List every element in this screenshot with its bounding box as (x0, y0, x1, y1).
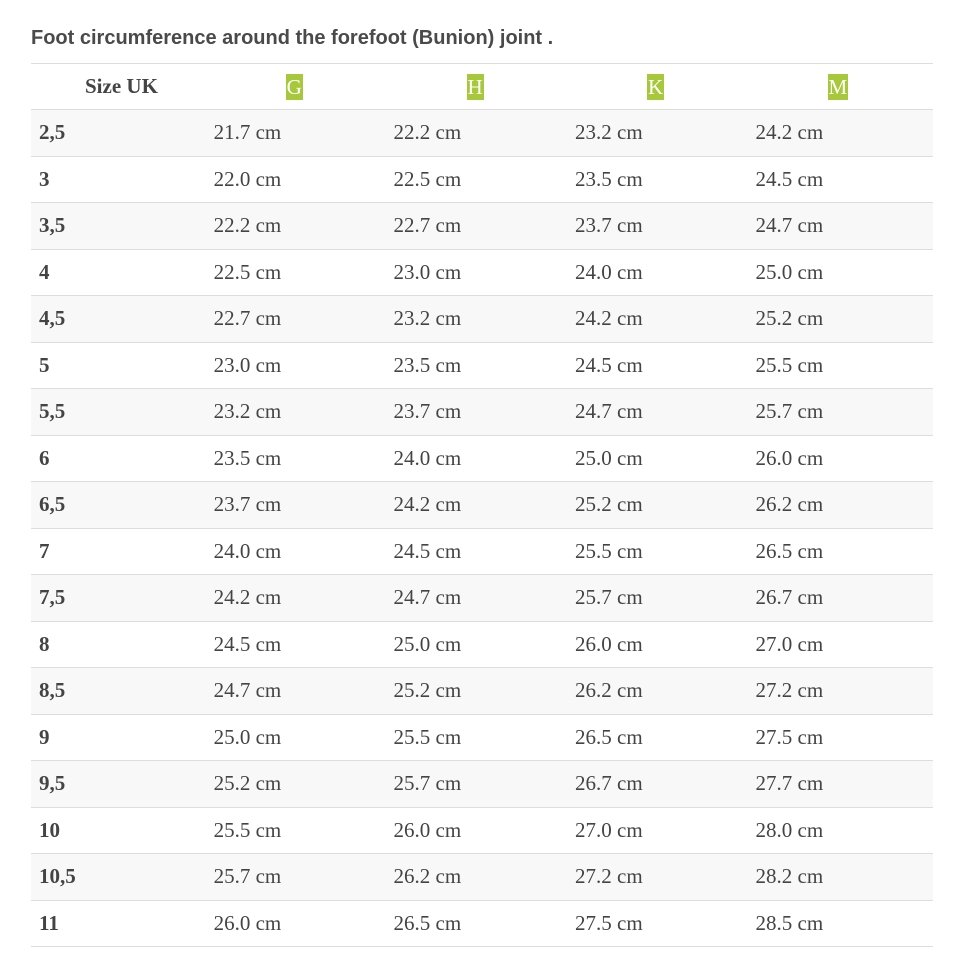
circumference-h-cell: 25.7 cm (394, 761, 575, 808)
circumference-k-cell: 25.5 cm (575, 528, 755, 575)
size-cell: 5,5 (31, 389, 214, 436)
circumference-k-cell: 27.2 cm (575, 854, 755, 901)
circumference-h-cell: 22.7 cm (394, 203, 575, 250)
table-row (31, 621, 933, 668)
table-row (31, 342, 933, 389)
table-row (31, 249, 933, 296)
circumference-k-cell: 26.0 cm (575, 621, 755, 668)
width-badge-k: K (648, 74, 664, 99)
header-row (31, 64, 933, 110)
header-width-g (214, 64, 394, 110)
circumference-k-cell: 24.2 cm (575, 296, 755, 343)
circumference-g-cell: 25.5 cm (214, 807, 394, 854)
circumference-m-cell: 24.5 cm (756, 156, 934, 203)
circumference-g-cell: 23.7 cm (214, 482, 394, 529)
size-cell: 4 (31, 249, 214, 296)
circumference-m-cell: 26.5 cm (756, 528, 934, 575)
table-row (31, 714, 933, 761)
circumference-k-cell: 27.5 cm (575, 900, 755, 947)
size-cell: 3 (31, 156, 214, 203)
circumference-m-cell: 26.7 cm (756, 575, 934, 622)
table-row (31, 854, 933, 901)
circumference-h-cell: 25.5 cm (394, 714, 575, 761)
size-cell: 3,5 (31, 203, 214, 250)
circumference-g-cell: 25.7 cm (214, 854, 394, 901)
circumference-m-cell: 24.7 cm (756, 203, 934, 250)
table-row (31, 156, 933, 203)
size-table (31, 63, 933, 947)
circumference-g-cell: 24.5 cm (214, 621, 394, 668)
table-row (31, 900, 933, 947)
size-cell: 10,5 (31, 854, 214, 901)
header-width-k (575, 64, 755, 110)
table-body (31, 110, 933, 947)
size-cell: 7 (31, 528, 214, 575)
circumference-k-cell: 24.5 cm (575, 342, 755, 389)
circumference-m-cell: 25.7 cm (756, 389, 934, 436)
circumference-m-cell: 24.2 cm (756, 110, 934, 157)
circumference-h-cell: 22.5 cm (394, 156, 575, 203)
circumference-h-cell: 26.0 cm (394, 807, 575, 854)
circumference-k-cell: 23.2 cm (575, 110, 755, 157)
circumference-h-cell: 24.7 cm (394, 575, 575, 622)
circumference-h-cell: 22.2 cm (394, 110, 575, 157)
circumference-k-cell: 24.0 cm (575, 249, 755, 296)
circumference-g-cell: 23.0 cm (214, 342, 394, 389)
circumference-g-cell: 22.2 cm (214, 203, 394, 250)
circumference-m-cell: 25.5 cm (756, 342, 934, 389)
circumference-g-cell: 22.5 cm (214, 249, 394, 296)
size-cell: 6 (31, 435, 214, 482)
size-cell: 4,5 (31, 296, 214, 343)
circumference-m-cell: 26.0 cm (756, 435, 934, 482)
circumference-m-cell: 28.0 cm (756, 807, 934, 854)
circumference-k-cell: 25.7 cm (575, 575, 755, 622)
circumference-k-cell: 25.2 cm (575, 482, 755, 529)
table-row (31, 296, 933, 343)
circumference-k-cell: 26.2 cm (575, 668, 755, 715)
circumference-k-cell: 25.0 cm (575, 435, 755, 482)
size-cell: 11 (31, 900, 214, 947)
table-header (31, 64, 933, 110)
table-row (31, 435, 933, 482)
circumference-g-cell: 23.2 cm (214, 389, 394, 436)
circumference-h-cell: 24.0 cm (394, 435, 575, 482)
table-row (31, 575, 933, 622)
circumference-g-cell: 24.7 cm (214, 668, 394, 715)
circumference-g-cell: 24.0 cm (214, 528, 394, 575)
circumference-m-cell: 28.5 cm (756, 900, 934, 947)
size-cell: 7,5 (31, 575, 214, 622)
table-row (31, 761, 933, 808)
table-row (31, 482, 933, 529)
size-cell: 8 (31, 621, 214, 668)
width-badge-m: M (828, 74, 848, 99)
circumference-h-cell: 25.2 cm (394, 668, 575, 715)
circumference-m-cell: 25.2 cm (756, 296, 934, 343)
circumference-h-cell: 24.5 cm (394, 528, 575, 575)
circumference-g-cell: 25.0 cm (214, 714, 394, 761)
circumference-k-cell: 26.5 cm (575, 714, 755, 761)
size-cell: 9 (31, 714, 214, 761)
table-row (31, 110, 933, 157)
circumference-k-cell: 24.7 cm (575, 389, 755, 436)
circumference-m-cell: 28.2 cm (756, 854, 934, 901)
circumference-g-cell: 22.7 cm (214, 296, 394, 343)
circumference-h-cell: 23.2 cm (394, 296, 575, 343)
circumference-k-cell: 23.5 cm (575, 156, 755, 203)
circumference-h-cell: 24.2 cm (394, 482, 575, 529)
circumference-g-cell: 25.2 cm (214, 761, 394, 808)
circumference-h-cell: 26.5 cm (394, 900, 575, 947)
circumference-g-cell: 23.5 cm (214, 435, 394, 482)
circumference-k-cell: 27.0 cm (575, 807, 755, 854)
size-cell: 8,5 (31, 668, 214, 715)
circumference-h-cell: 26.2 cm (394, 854, 575, 901)
circumference-g-cell: 24.2 cm (214, 575, 394, 622)
circumference-m-cell: 27.0 cm (756, 621, 934, 668)
size-cell: 2,5 (31, 110, 214, 157)
circumference-m-cell: 25.0 cm (756, 249, 934, 296)
page-title: Foot circumference around the forefoot (Bunion) joint . (31, 27, 554, 49)
header-width-h (394, 64, 575, 110)
size-cell: 10 (31, 807, 214, 854)
size-cell: 6,5 (31, 482, 214, 529)
header-size-uk: Size UK (31, 64, 214, 110)
table-row (31, 389, 933, 436)
header-width-m (756, 64, 934, 110)
table-row (31, 528, 933, 575)
table-row (31, 807, 933, 854)
circumference-g-cell: 22.0 cm (214, 156, 394, 203)
table-row (31, 203, 933, 250)
circumference-m-cell: 26.2 cm (756, 482, 934, 529)
circumference-h-cell: 23.7 cm (394, 389, 575, 436)
circumference-h-cell: 23.5 cm (394, 342, 575, 389)
circumference-k-cell: 23.7 cm (575, 203, 755, 250)
circumference-h-cell: 25.0 cm (394, 621, 575, 668)
size-cell: 5 (31, 342, 214, 389)
width-badge-h: H (467, 74, 483, 99)
circumference-g-cell: 21.7 cm (214, 110, 394, 157)
size-cell: 9,5 (31, 761, 214, 808)
circumference-k-cell: 26.7 cm (575, 761, 755, 808)
circumference-g-cell: 26.0 cm (214, 900, 394, 947)
circumference-h-cell: 23.0 cm (394, 249, 575, 296)
circumference-m-cell: 27.7 cm (756, 761, 934, 808)
circumference-m-cell: 27.2 cm (756, 668, 934, 715)
table-row (31, 668, 933, 715)
width-badge-g: G (286, 74, 302, 99)
circumference-m-cell: 27.5 cm (756, 714, 934, 761)
